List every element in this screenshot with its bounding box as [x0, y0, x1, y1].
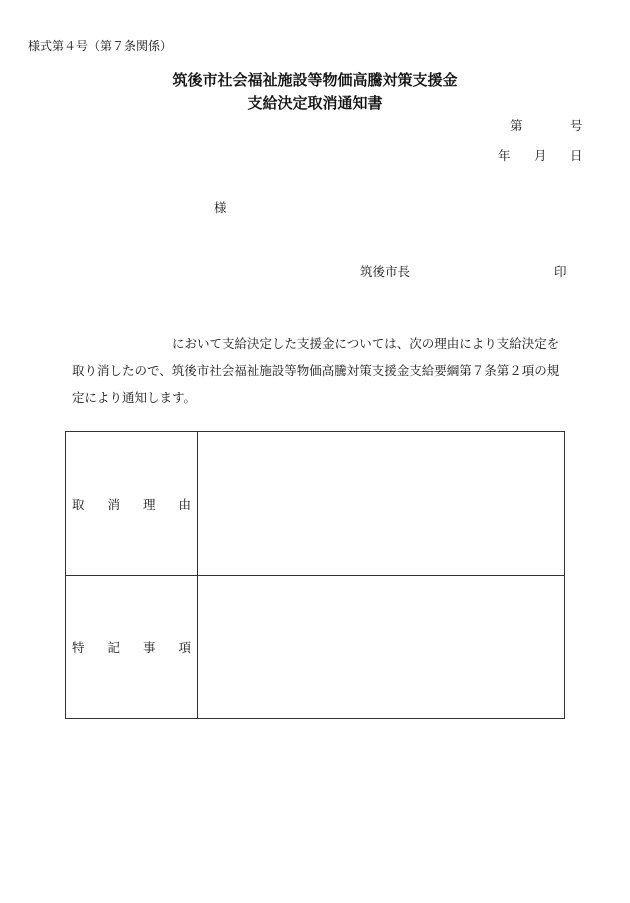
document-title-line1: 筑後市社会福祉施設等物価高騰対策支援金	[172, 71, 458, 89]
date-year: 年	[498, 148, 511, 163]
date-day: 日	[570, 148, 583, 163]
label-char: 取	[72, 496, 85, 512]
label-char: 事	[142, 640, 156, 655]
details-table	[65, 431, 565, 719]
notice-body-line3: 定により通知します。	[72, 390, 197, 405]
notice-body-line1: において支給決定した支援金については、次の理由により支給決定を	[172, 336, 560, 351]
special-notes-label	[66, 576, 198, 719]
document-title-line2: 支給決定取消通知書	[247, 94, 383, 112]
document-number-go: 号	[570, 118, 583, 133]
cancel-reason-label	[66, 432, 198, 576]
notice-body	[72, 330, 564, 411]
form-number: 様式第４号（第７条関係）	[28, 39, 173, 53]
label-char: 特	[72, 640, 85, 655]
notice-body-line2: 取り消したので、筑後市社会福祉施設等物価高騰対策支援金支給要綱第７条第２項の規	[72, 363, 560, 378]
document-number-dai: 第	[510, 118, 523, 133]
date-month: 月	[534, 148, 547, 163]
label-char: 由	[178, 496, 191, 512]
cancel-reason-value[interactable]	[198, 432, 565, 576]
label-char: 記	[107, 640, 120, 655]
sender-title: 筑後市長	[360, 264, 411, 279]
table-row-special-notes	[66, 576, 565, 719]
recipient-suffix: 様	[214, 200, 227, 215]
label-char: 項	[178, 640, 191, 655]
label-char: 消	[107, 496, 120, 512]
seal-mark: 印	[554, 264, 567, 279]
table-row-cancel-reason	[66, 432, 565, 576]
label-char: 理	[142, 496, 156, 512]
special-notes-value[interactable]	[198, 576, 565, 719]
